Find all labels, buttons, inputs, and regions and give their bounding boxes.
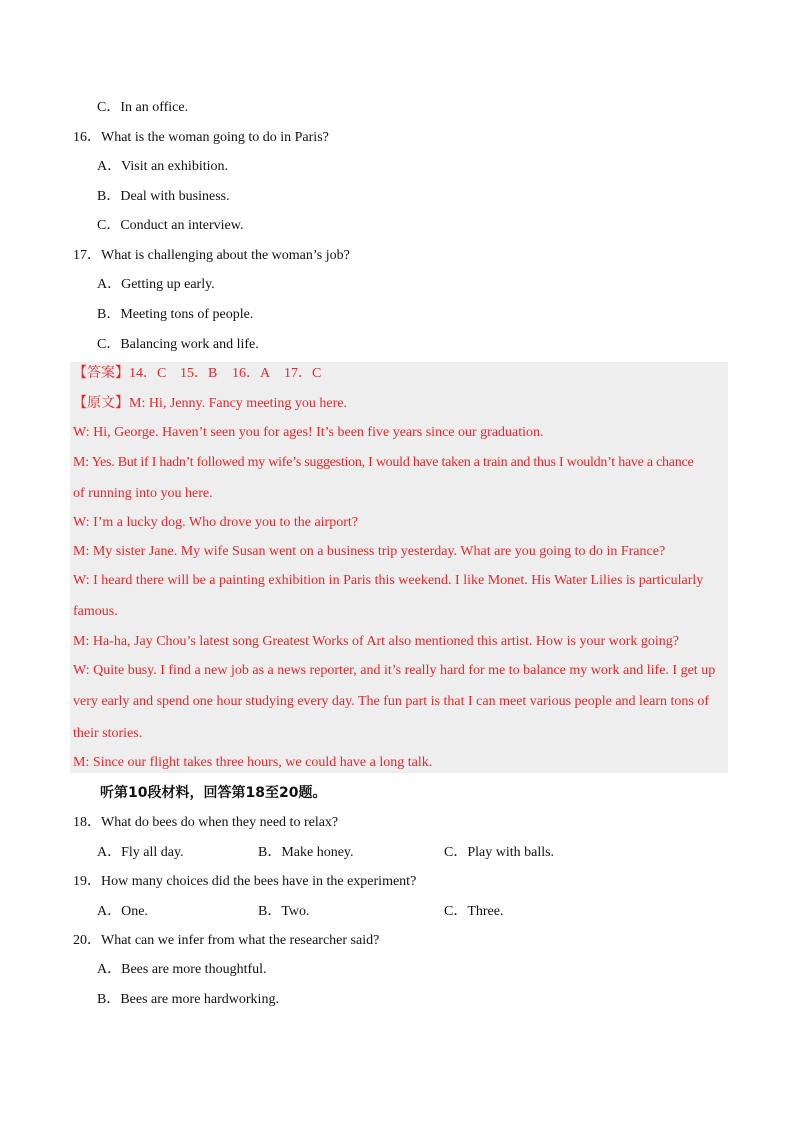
transcript-line-6: M: My sister Jane. My wife Susan went on a business trip yesterday. What are you going to do in France?	[73, 544, 666, 559]
answer-16: 16．A	[232, 366, 271, 381]
option-16a: A．Visit an exhibition.	[97, 159, 228, 174]
option-18b: B．Make honey.	[258, 845, 354, 860]
option-20a: A．Bees are more thoughtful.	[97, 962, 267, 977]
option-19b: B．Two.	[258, 904, 310, 919]
answer-17: 17．C	[284, 366, 322, 381]
section-heading: 听第10段材料，回答第18至20题。	[100, 785, 327, 801]
option-18a: A．Fly all day.	[97, 845, 184, 860]
transcript-tag: 【原文】	[73, 396, 129, 411]
transcript-line-4: of running into you here.	[73, 486, 213, 501]
option-20b: B．Bees are more hardworking.	[97, 992, 279, 1007]
transcript-line-9: M: Ha-ha, Jay Chou’s latest song Greatest Works of Art also mentioned this artist. How is your work going?	[73, 634, 679, 649]
answer-15: 15．B	[180, 366, 218, 381]
transcript-line-3: M: Yes. But if I hadn’t followed my wife’s suggestion, I would have taken a train and thus I wouldn’t have a chance	[73, 455, 694, 470]
option-17a: A．Getting up early.	[97, 277, 215, 292]
transcript-line-11: very early and spend one hour studying every day. The fun part is that I can meet various people and learn tons of	[73, 694, 710, 709]
option-18c: C．Play with balls.	[444, 845, 555, 860]
question-16: 16．What is the woman going to do in Paris?	[73, 130, 329, 145]
option-17c: C．Balancing work and life.	[97, 337, 259, 352]
transcript-line-8: famous.	[73, 604, 118, 619]
transcript-text: M: Hi, Jenny. Fancy meeting you here.	[129, 396, 347, 411]
option-19a: A．One.	[97, 904, 148, 919]
option-16b: B．Deal with business.	[97, 189, 230, 204]
question-20: 20．What can we infer from what the researcher said?	[73, 933, 380, 948]
question-19: 19．How many choices did the bees have in the experiment?	[73, 874, 417, 889]
option-19c: C．Three.	[444, 904, 504, 919]
option-16c: C．Conduct an interview.	[97, 218, 244, 233]
option-15c: C．In an office.	[97, 100, 189, 115]
transcript-line-1	[73, 394, 347, 414]
transcript-line-2: W: Hi, George. Haven’t seen you for ages! It’s been five years since our graduation.	[73, 425, 544, 440]
transcript-line-13: M: Since our flight takes three hours, we could have a long talk.	[73, 755, 433, 770]
question-17: 17．What is challenging about the woman’s job?	[73, 248, 350, 263]
answer-line	[73, 364, 321, 384]
question-18: 18．What do bees do when they need to relax?	[73, 815, 339, 830]
transcript-line-10: W: Quite busy. I find a new job as a news reporter, and it’s really hard for me to balance my work and life. I get up	[73, 663, 716, 678]
option-17b: B．Meeting tons of people.	[97, 307, 254, 322]
transcript-line-12: their stories.	[73, 726, 143, 741]
transcript-line-7: W: I heard there will be a painting exhibition in Paris this weekend. I like Monet. His Water Lilies is particularly	[73, 573, 704, 588]
transcript-line-5: W: I’m a lucky dog. Who drove you to the airport?	[73, 515, 358, 530]
answer-14: 14．C	[129, 366, 167, 381]
answer-tag: 【答案】	[73, 366, 129, 381]
